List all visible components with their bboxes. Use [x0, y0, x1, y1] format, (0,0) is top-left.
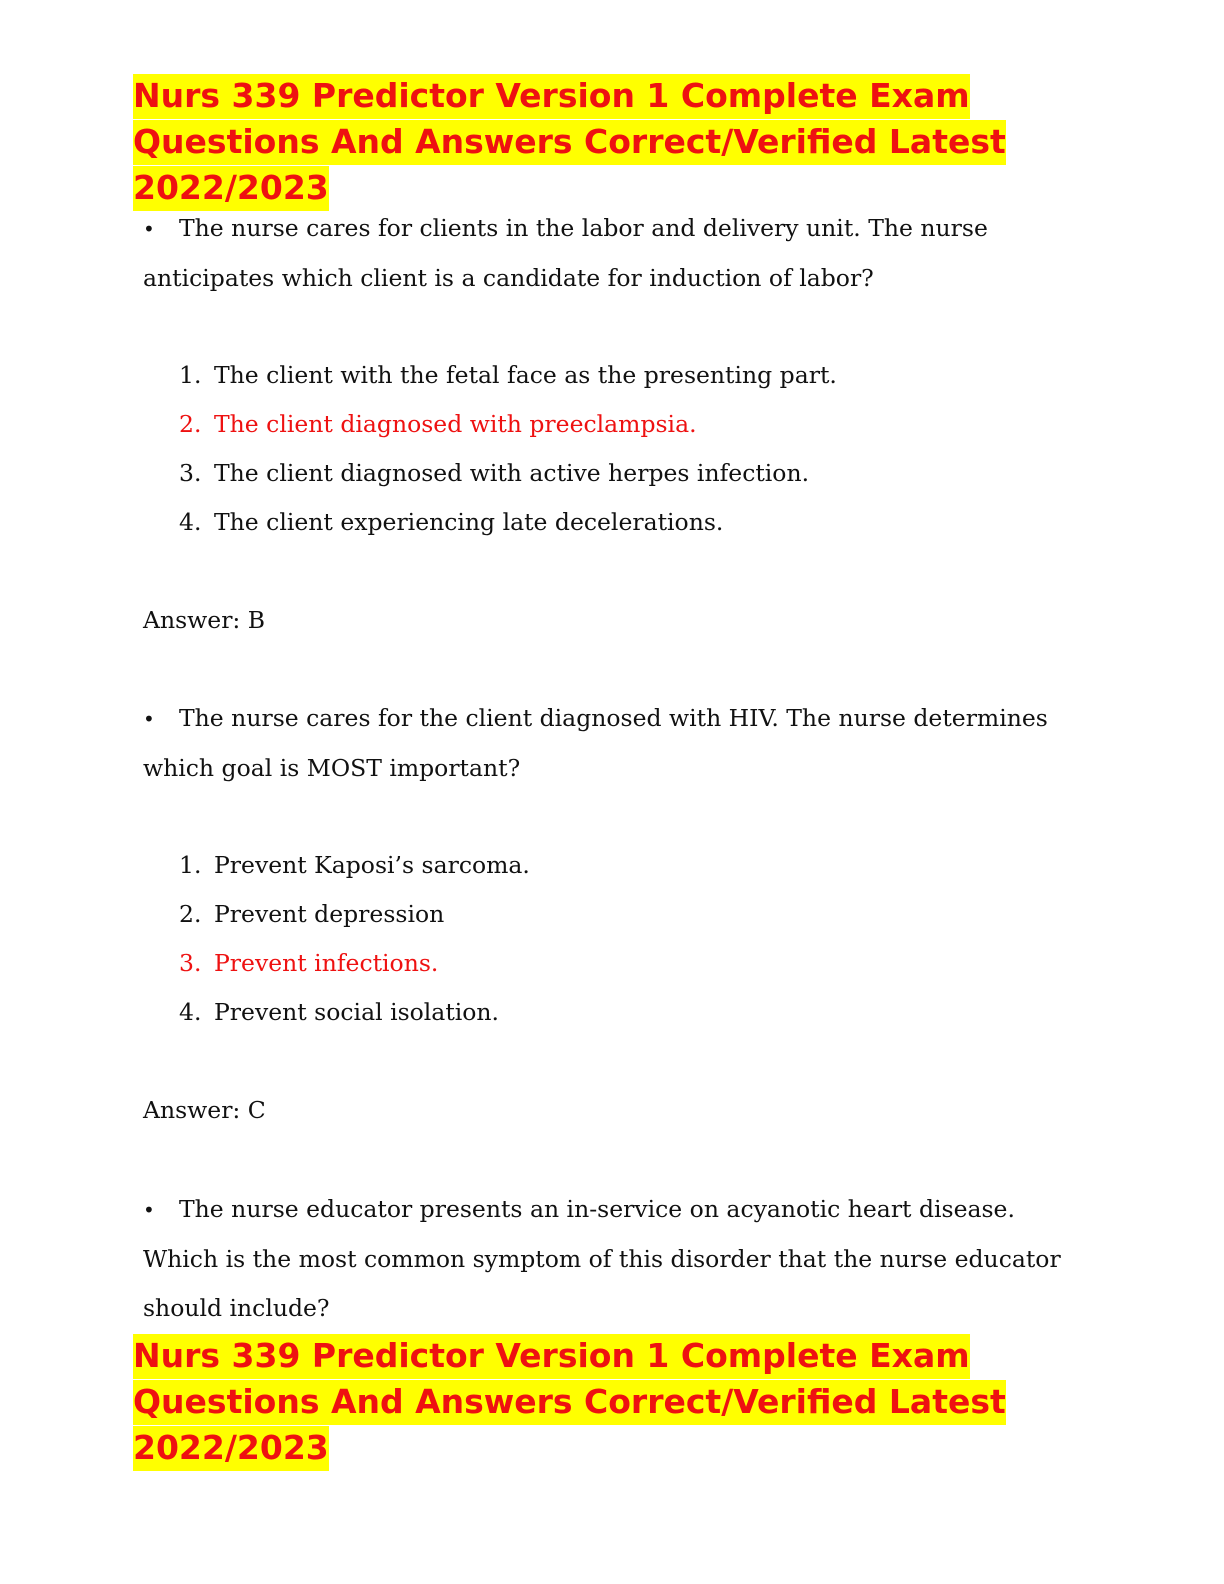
answer-2: Answer: C [143, 1096, 266, 1124]
option-text: Prevent infections. [214, 949, 439, 977]
title-line-3: 2022/2023 [133, 166, 329, 211]
option-item-correct [179, 400, 837, 449]
question-3 [143, 1185, 1073, 1333]
option-number: 3. [179, 949, 202, 977]
option-item [179, 890, 530, 939]
option-item [179, 841, 530, 890]
page-title [133, 73, 1033, 211]
option-text: The client experiencing late decelerations. [214, 508, 724, 536]
option-item [179, 498, 837, 547]
question-2 [143, 694, 1073, 793]
footer-title-line-3: 2022/2023 [133, 1426, 329, 1471]
option-number: 4. [179, 998, 202, 1026]
option-number: 2. [179, 410, 202, 438]
footer-title-line-1: Nurs 339 Predictor Version 1 Complete Exam [133, 1334, 970, 1379]
option-item [179, 351, 837, 400]
question-1 [143, 204, 1073, 303]
bullet-icon: • [143, 217, 155, 241]
option-number: 1. [179, 361, 202, 389]
question-text: The nurse cares for the client diagnosed with HIV. The nurse determines which goal is MOST important? [143, 704, 1048, 782]
option-number: 1. [179, 851, 202, 879]
footer-title [133, 1333, 1033, 1471]
option-number: 2. [179, 900, 202, 928]
option-text: Prevent depression [214, 900, 445, 928]
option-text: The client diagnosed with preeclampsia. [214, 410, 697, 438]
bullet-icon: • [143, 1198, 155, 1222]
question-text: The nurse cares for clients in the labor and delivery unit. The nurse anticipates which client is a candidate for induction of labor? [143, 214, 988, 292]
options-list-2 [179, 841, 530, 1037]
answer-1: Answer: B [143, 606, 266, 634]
bullet-icon: • [143, 707, 155, 731]
option-item [179, 449, 837, 498]
options-list-1 [179, 351, 837, 547]
option-text: The client with the fetal face as the presenting part. [214, 361, 837, 389]
option-text: Prevent social isolation. [214, 998, 500, 1026]
option-text: The client diagnosed with active herpes infection. [214, 459, 810, 487]
option-item-correct [179, 939, 530, 988]
title-line-2: Questions And Answers Correct/Verified Latest [133, 120, 1006, 165]
option-text: Prevent Kaposi’s sarcoma. [214, 851, 530, 879]
option-number: 3. [179, 459, 202, 487]
option-number: 4. [179, 508, 202, 536]
title-line-1: Nurs 339 Predictor Version 1 Complete Exam [133, 74, 970, 119]
option-item [179, 988, 530, 1037]
footer-title-line-2: Questions And Answers Correct/Verified Latest [133, 1380, 1006, 1425]
question-text: The nurse educator presents an in-service on acyanotic heart disease. Which is the most common symptom of this disorder that the nurse educator should include? [143, 1195, 1061, 1322]
